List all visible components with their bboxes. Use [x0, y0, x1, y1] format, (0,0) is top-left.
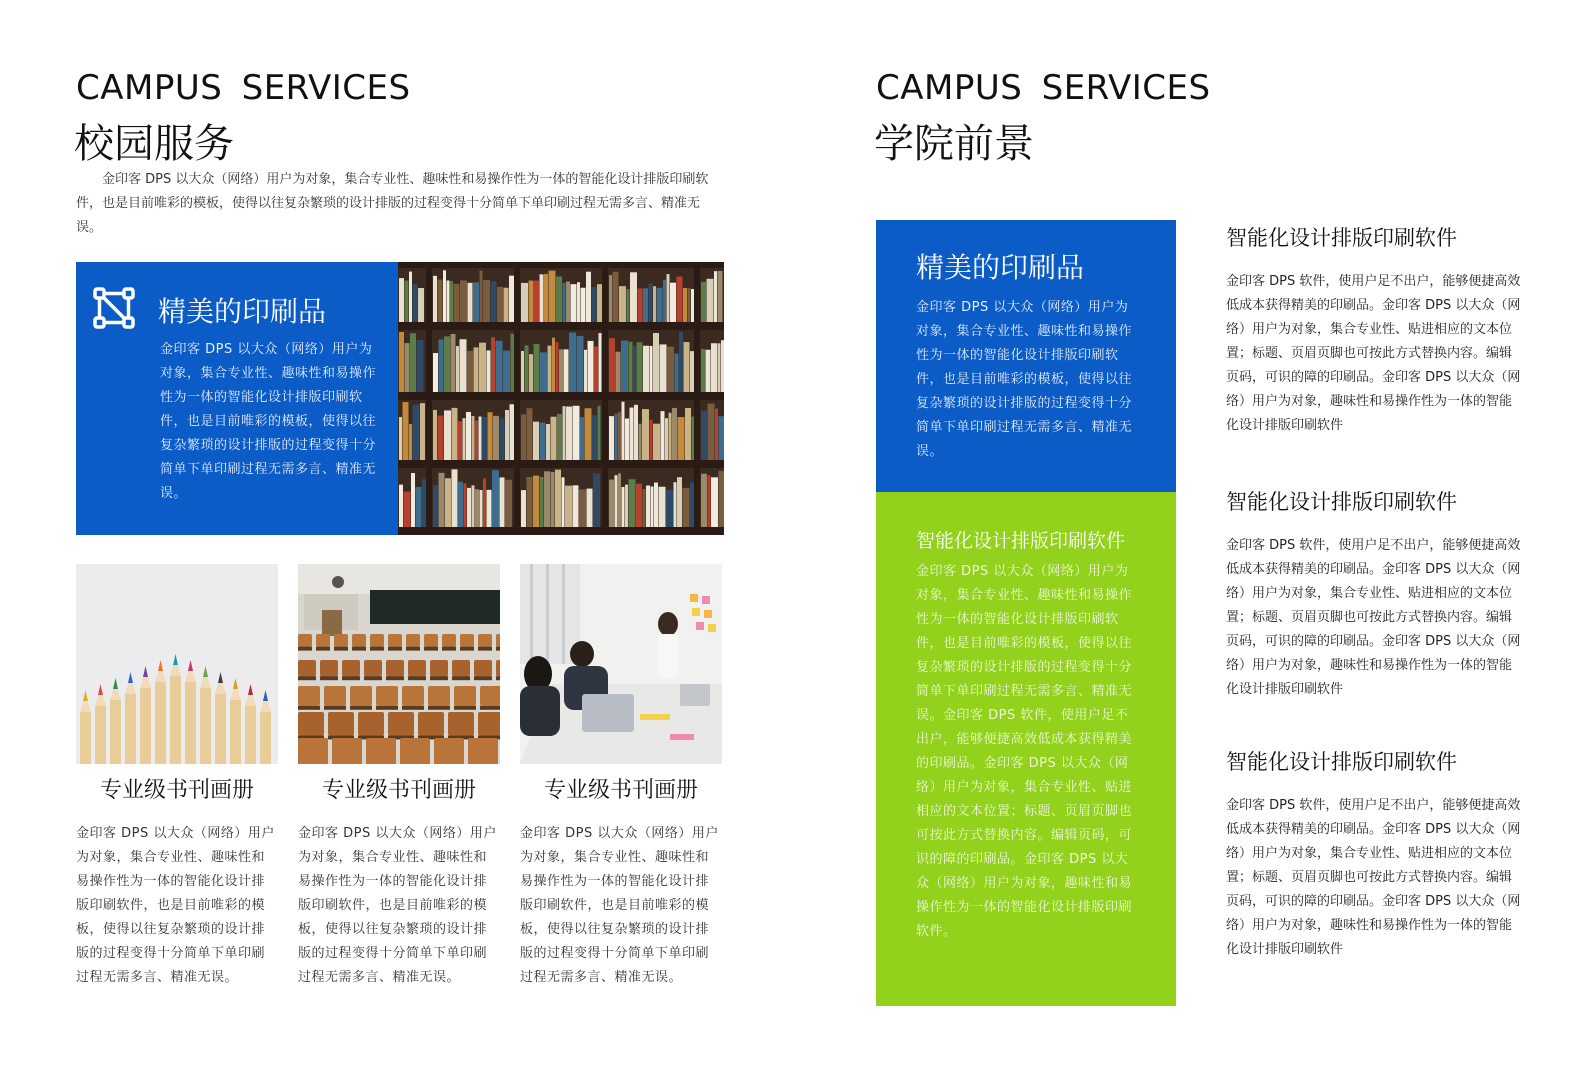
meeting-photo — [520, 564, 722, 764]
green-panel — [876, 492, 1176, 1006]
feature-card — [76, 262, 398, 535]
blue-panel-title: 精美的印刷品 — [916, 251, 1085, 284]
right-title-en: CAMPUS SERVICES — [876, 68, 1211, 108]
product-title-3: 专业级书刊画册 — [543, 778, 698, 803]
feature-title: 精美的印刷品 — [158, 295, 327, 328]
side-item-2 — [1226, 486, 1524, 702]
side-item-title: 智能化设计排版印刷软件 — [1226, 750, 1457, 774]
left-intro-paragraph: 金印客 DPS 以大众（网络）用户为对象，集合专业性、趣味性和易操作性为一体的智能化设计排版印刷软件，也是目前唯彩的模板，使得以往复杂繁琐的设计排版的过程变得十分简单下单印刷过程无需多言、精准无误。 — [76, 172, 709, 235]
side-item-description: 金印客 DPS 软件，使用户足不出户，能够便捷高效低成本获得精美的印刷品。金印客 DPS 以大众（网络）用户为对象，集合专业性、贴进相应的文本位置；标题、页眉页脚也可按此方式替换内容。编辑页码，可识的障的印刷品。金印客 DPS 以大众（网络）用户为对象，趣味性和易操作性为一体的智能化设计排版印刷软件 — [1226, 798, 1521, 957]
side-item-description: 金印客 DPS 软件，使用户足不出户，能够便捷高效低成本获得精美的印刷品。金印客 DPS 以大众（网络）用户为对象，集合专业性、贴进相应的文本位置；标题、页眉页脚也可按此方式替换内容。编辑页码，可识的障的印刷品。金印客 DPS 以大众（网络）用户为对象，趣味性和易操作性为一体的智能化设计排版印刷软件 — [1226, 538, 1521, 697]
side-item-description: 金印客 DPS 软件，使用户足不出户，能够便捷高效低成本获得精美的印刷品。金印客 DPS 以大众（网络）用户为对象，集合专业性、贴进相应的文本位置；标题、页眉页脚也可按此方式替换内容。编辑页码，可识的障的印刷品。金印客 DPS 以大众（网络）用户为对象，趣味性和易操作性为一体的智能化设计排版印刷软件 — [1226, 274, 1521, 433]
product-description-2: 金印客 DPS 以大众（网络）用户为对象，集合专业性、趣味性和易操作性为一体的智能化设计排版印刷软件，也是目前唯彩的模板，使得以往复杂繁琐的设计排版的过程变得十分简单下单印刷过程无需多言、精准无误。 — [298, 826, 497, 985]
green-panel-title: 智能化设计排版印刷软件 — [916, 530, 1126, 552]
product-title-2: 专业级书刊画册 — [321, 778, 476, 803]
right-title-zh: 学院前景 — [874, 121, 1034, 167]
feature-description: 金印客 DPS 以大众（网络）用户为对象，集合专业性、趣味性和易操作性为一体的智能化设计排版印刷软件，也是目前唯彩的模板，使得以往复杂繁琐的设计排版的过程变得十分简单下单印刷过程无需多言、精准无误。 — [160, 342, 377, 501]
product-title-1: 专业级书刊画册 — [99, 778, 254, 803]
blue-panel-description: 金印客 DPS 以大众（网络）用户为对象，集合专业性、趣味性和易操作性为一体的智能化设计排版印刷软件，也是目前唯彩的模板，使得以往复杂繁琐的设计排版的过程变得十分简单下单印刷过程无需多言、精准无误。 — [916, 300, 1133, 459]
side-item-title: 智能化设计排版印刷软件 — [1226, 226, 1457, 250]
pencils-photo — [76, 564, 278, 764]
network-nodes-icon — [92, 286, 136, 330]
lecture-hall-photo — [298, 564, 500, 764]
blue-panel — [876, 220, 1176, 492]
product-description-1: 金印客 DPS 以大众（网络）用户为对象，集合专业性、趣味性和易操作性为一体的智能化设计排版印刷软件，也是目前唯彩的模板，使得以往复杂繁琐的设计排版的过程变得十分简单下单印刷过程无需多言、精准无误。 — [76, 826, 275, 985]
left-title-en: CAMPUS SERVICES — [76, 68, 411, 108]
side-item-3 — [1226, 746, 1524, 962]
bookshelf-photo — [398, 262, 724, 535]
left-title-zh: 校园服务 — [74, 121, 234, 167]
side-item-title: 智能化设计排版印刷软件 — [1226, 490, 1457, 514]
side-item-1 — [1226, 222, 1524, 438]
product-description-3: 金印客 DPS 以大众（网络）用户为对象，集合专业性、趣味性和易操作性为一体的智能化设计排版印刷软件，也是目前唯彩的模板，使得以往复杂繁琐的设计排版的过程变得十分简单下单印刷过程无需多言、精准无误。 — [520, 826, 719, 985]
green-panel-description: 金印客 DPS 以大众（网络）用户为对象，集合专业性、趣味性和易操作性为一体的智能化设计排版印刷软件，也是目前唯彩的模板，使得以往复杂繁琐的设计排版的过程变得十分简单下单印刷过程无需多言、精准无误。金印客 DPS 软件，使用户足不出户，能够便捷高效低成本获得精美的印刷品。金印客 DPS 以大众（网络）用户为对象，集合专业性、贴进相应的文本位置；标题、页眉页脚也可按此方式替换内容。编辑页码，可识的障的印刷品。金印客 DPS 以大众（网络）用户为对象，趣味性和易操作性为一体的智能化设计排版印刷软件。 — [916, 564, 1133, 939]
